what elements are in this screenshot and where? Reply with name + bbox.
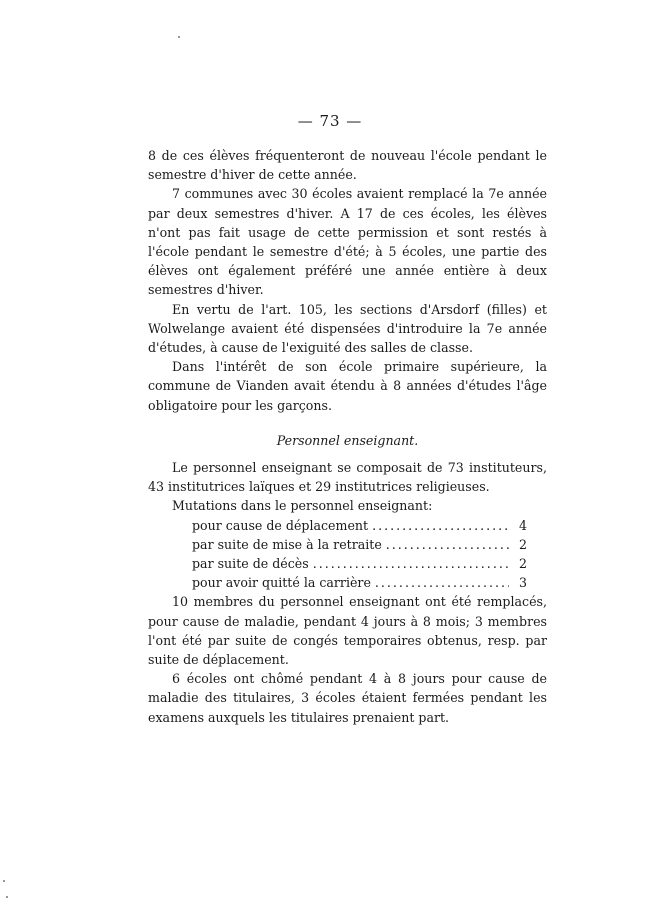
scan-speck <box>6 896 8 898</box>
section-heading: Personnel enseignant. <box>276 432 419 448</box>
paragraph-1: 8 de ces élèves fréquenteront de nouveau l'école pendant le semestre d'hiver de cette année. <box>148 148 547 183</box>
scan-speck <box>178 36 180 38</box>
dot-leader <box>386 535 509 554</box>
mutation-count: 3 <box>518 575 527 591</box>
mutation-count: 2 <box>518 536 527 552</box>
paragraph-3: En vertu de l'art. 105, les sections d'Arsdorf (filles) et Wolwelange avaient été dispensées d'introduire la 7e année d'études, à cause de l'exiguité des salles de classe. <box>148 301 547 356</box>
page-number: — 73 — <box>297 112 363 130</box>
mutation-row <box>148 554 547 573</box>
dot-leader <box>375 573 509 592</box>
paragraph-replacements: 10 membres du personnel enseignant ont été remplacés, pour cause de maladie, pendant 4 jours à 8 mois; 3 membres l'ont été par suite de congés temporaires obtenus, resp. par suite de déplacement. <box>148 594 547 668</box>
paragraph-personnel: Le personnel enseignant se composait de 73 instituteurs, 43 institutrices laïques et 29 institutrices religieuses. <box>148 460 547 495</box>
paragraph-2: 7 communes avec 30 écoles avaient remplacé la 7e année par deux semestres d'hiver. A 17 de ces écoles, les élèves n'ont pas fait usage de cette permission et sont restés à l'école pendant le semestre d'été; à 5 écoles, une partie des élèves ont également préféré une année entière à deux semestres d'hiver. <box>148 186 547 298</box>
mutation-label: par suite de mise à la retraite <box>192 536 382 552</box>
paragraph-closures: 6 écoles ont chômé pendant 4 à 8 jours pour cause de maladie des titulaires, 3 écoles étaient fermées pendant les examens auxquels les titulaires prenaient part. <box>148 671 547 725</box>
mutation-label: pour cause de déplacement <box>192 517 369 533</box>
mutation-label: pour avoir quitté la carrière <box>192 575 371 591</box>
body-text <box>148 146 547 727</box>
mutation-label: par suite de décès <box>192 556 309 572</box>
mutations-list <box>148 516 547 593</box>
mutation-count: 4 <box>518 517 527 533</box>
mutation-count: 2 <box>518 556 527 572</box>
dot-leader <box>372 516 509 535</box>
mutation-row <box>148 573 547 592</box>
scan-speck <box>3 880 5 882</box>
dot-leader <box>313 554 509 573</box>
paragraph-4: Dans l'intérêt de son école primaire supérieure, la commune de Vianden avait étendu à 8 années d'études l'âge obligatoire pour les garçons. <box>148 359 547 413</box>
mutations-intro: Mutations dans le personnel enseignant: <box>172 498 433 514</box>
mutation-row <box>148 535 547 554</box>
mutation-row <box>148 516 547 535</box>
